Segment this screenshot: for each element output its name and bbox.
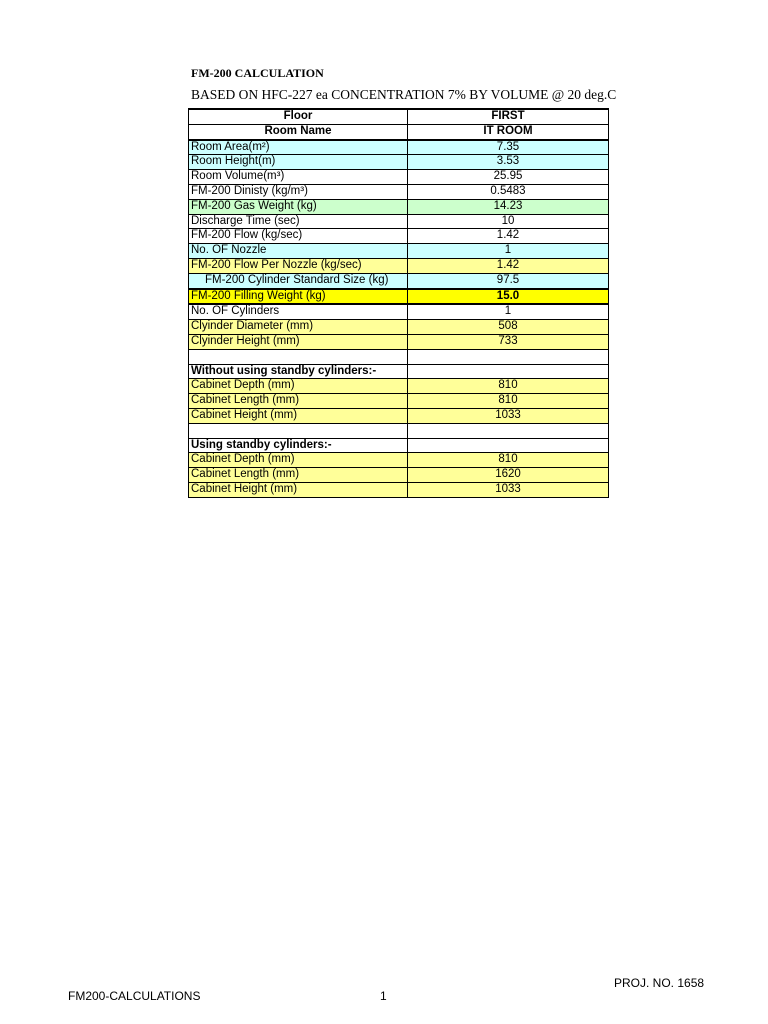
table-row bbox=[189, 184, 609, 199]
row-label: FM-200 Flow Per Nozzle (kg/sec) bbox=[189, 258, 408, 273]
table-row bbox=[189, 482, 609, 497]
calculation-table bbox=[188, 108, 609, 498]
row-label: No. OF Nozzle bbox=[189, 244, 408, 259]
row-label: FM-200 Dinisty (kg/m³) bbox=[189, 184, 408, 199]
row-value: 1 bbox=[408, 304, 609, 319]
footer-page-number: 1 bbox=[380, 989, 387, 1003]
row-value: 0.5483 bbox=[408, 184, 609, 199]
row-value bbox=[408, 349, 609, 364]
row-label: FM-200 Filling Weight (kg) bbox=[189, 289, 408, 305]
row-label: Cabinet Height (mm) bbox=[189, 482, 408, 497]
row-value: 97.5 bbox=[408, 273, 609, 288]
table-row bbox=[189, 334, 609, 349]
row-label: FM-200 Gas Weight (kg) bbox=[189, 199, 408, 214]
table-row bbox=[189, 364, 609, 379]
row-value bbox=[408, 438, 609, 453]
footer-project-number: PROJ. NO. 1658 bbox=[614, 976, 705, 990]
row-value: 1620 bbox=[408, 468, 609, 483]
table-row bbox=[189, 453, 609, 468]
row-value: 1.42 bbox=[408, 229, 609, 244]
table-row bbox=[189, 468, 609, 483]
table-row bbox=[189, 304, 609, 319]
row-value: 15.0 bbox=[408, 289, 609, 305]
row-value: 10 bbox=[408, 214, 609, 229]
table-row bbox=[189, 408, 609, 423]
row-label: Cabinet Length (mm) bbox=[189, 468, 408, 483]
document-title: FM-200 CALCULATION bbox=[191, 66, 324, 80]
table-row bbox=[189, 438, 609, 453]
row-value: 25.95 bbox=[408, 170, 609, 185]
row-value: 1 bbox=[408, 244, 609, 259]
row-label: Clyinder Height (mm) bbox=[189, 334, 408, 349]
table-row bbox=[189, 273, 609, 288]
row-label: Cabinet Depth (mm) bbox=[189, 453, 408, 468]
row-value: 810 bbox=[408, 394, 609, 409]
row-value: 3.53 bbox=[408, 155, 609, 170]
table-row bbox=[189, 349, 609, 364]
row-value bbox=[408, 364, 609, 379]
table-row bbox=[189, 244, 609, 259]
row-label bbox=[189, 423, 408, 438]
row-label: Cabinet Length (mm) bbox=[189, 394, 408, 409]
row-value: 7.35 bbox=[408, 140, 609, 155]
row-label: No. OF Cylinders bbox=[189, 304, 408, 319]
table-row bbox=[189, 170, 609, 185]
row-value: 733 bbox=[408, 334, 609, 349]
row-label: Cabinet Depth (mm) bbox=[189, 379, 408, 394]
row-value: 1.42 bbox=[408, 258, 609, 273]
row-label: Room Height(m) bbox=[189, 155, 408, 170]
row-label: Discharge Time (sec) bbox=[189, 214, 408, 229]
header-label-floor: Floor bbox=[189, 109, 408, 124]
row-label: FM-200 Flow (kg/sec) bbox=[189, 229, 408, 244]
table-row bbox=[189, 423, 609, 438]
row-label: Room Volume(m³) bbox=[189, 170, 408, 185]
table-row bbox=[189, 155, 609, 170]
table-row bbox=[189, 289, 609, 305]
table-row bbox=[189, 140, 609, 155]
row-value: 14.23 bbox=[408, 199, 609, 214]
table-row bbox=[189, 258, 609, 273]
row-value: 1033 bbox=[408, 482, 609, 497]
table-row bbox=[189, 379, 609, 394]
row-label: Cabinet Height (mm) bbox=[189, 408, 408, 423]
row-value: 1033 bbox=[408, 408, 609, 423]
table-row bbox=[189, 214, 609, 229]
header-value-room-name: IT ROOM bbox=[408, 124, 609, 139]
row-label bbox=[189, 349, 408, 364]
table-row bbox=[189, 394, 609, 409]
row-value: 508 bbox=[408, 320, 609, 335]
document-subtitle: BASED ON HFC-227 ea CONCENTRATION 7% BY VOLUME @ 20 deg.C bbox=[191, 87, 617, 102]
row-label: Using standby cylinders:- bbox=[189, 438, 408, 453]
row-label: Room Area(m²) bbox=[189, 140, 408, 155]
row-label: Clyinder Diameter (mm) bbox=[189, 320, 408, 335]
footer-document-name: FM200-CALCULATIONS bbox=[68, 989, 201, 1003]
calculation-table-body bbox=[189, 109, 609, 497]
table-header-row bbox=[189, 109, 609, 124]
header-label-room-name: Room Name bbox=[189, 124, 408, 139]
row-label: Without using standby cylinders:- bbox=[189, 364, 408, 379]
row-label: FM-200 Cylinder Standard Size (kg) bbox=[189, 273, 408, 288]
table-row bbox=[189, 199, 609, 214]
table-row bbox=[189, 320, 609, 335]
row-value bbox=[408, 423, 609, 438]
table-header-row bbox=[189, 124, 609, 139]
table-row bbox=[189, 229, 609, 244]
row-value: 810 bbox=[408, 379, 609, 394]
row-value: 810 bbox=[408, 453, 609, 468]
header-value-floor: FIRST bbox=[408, 109, 609, 124]
